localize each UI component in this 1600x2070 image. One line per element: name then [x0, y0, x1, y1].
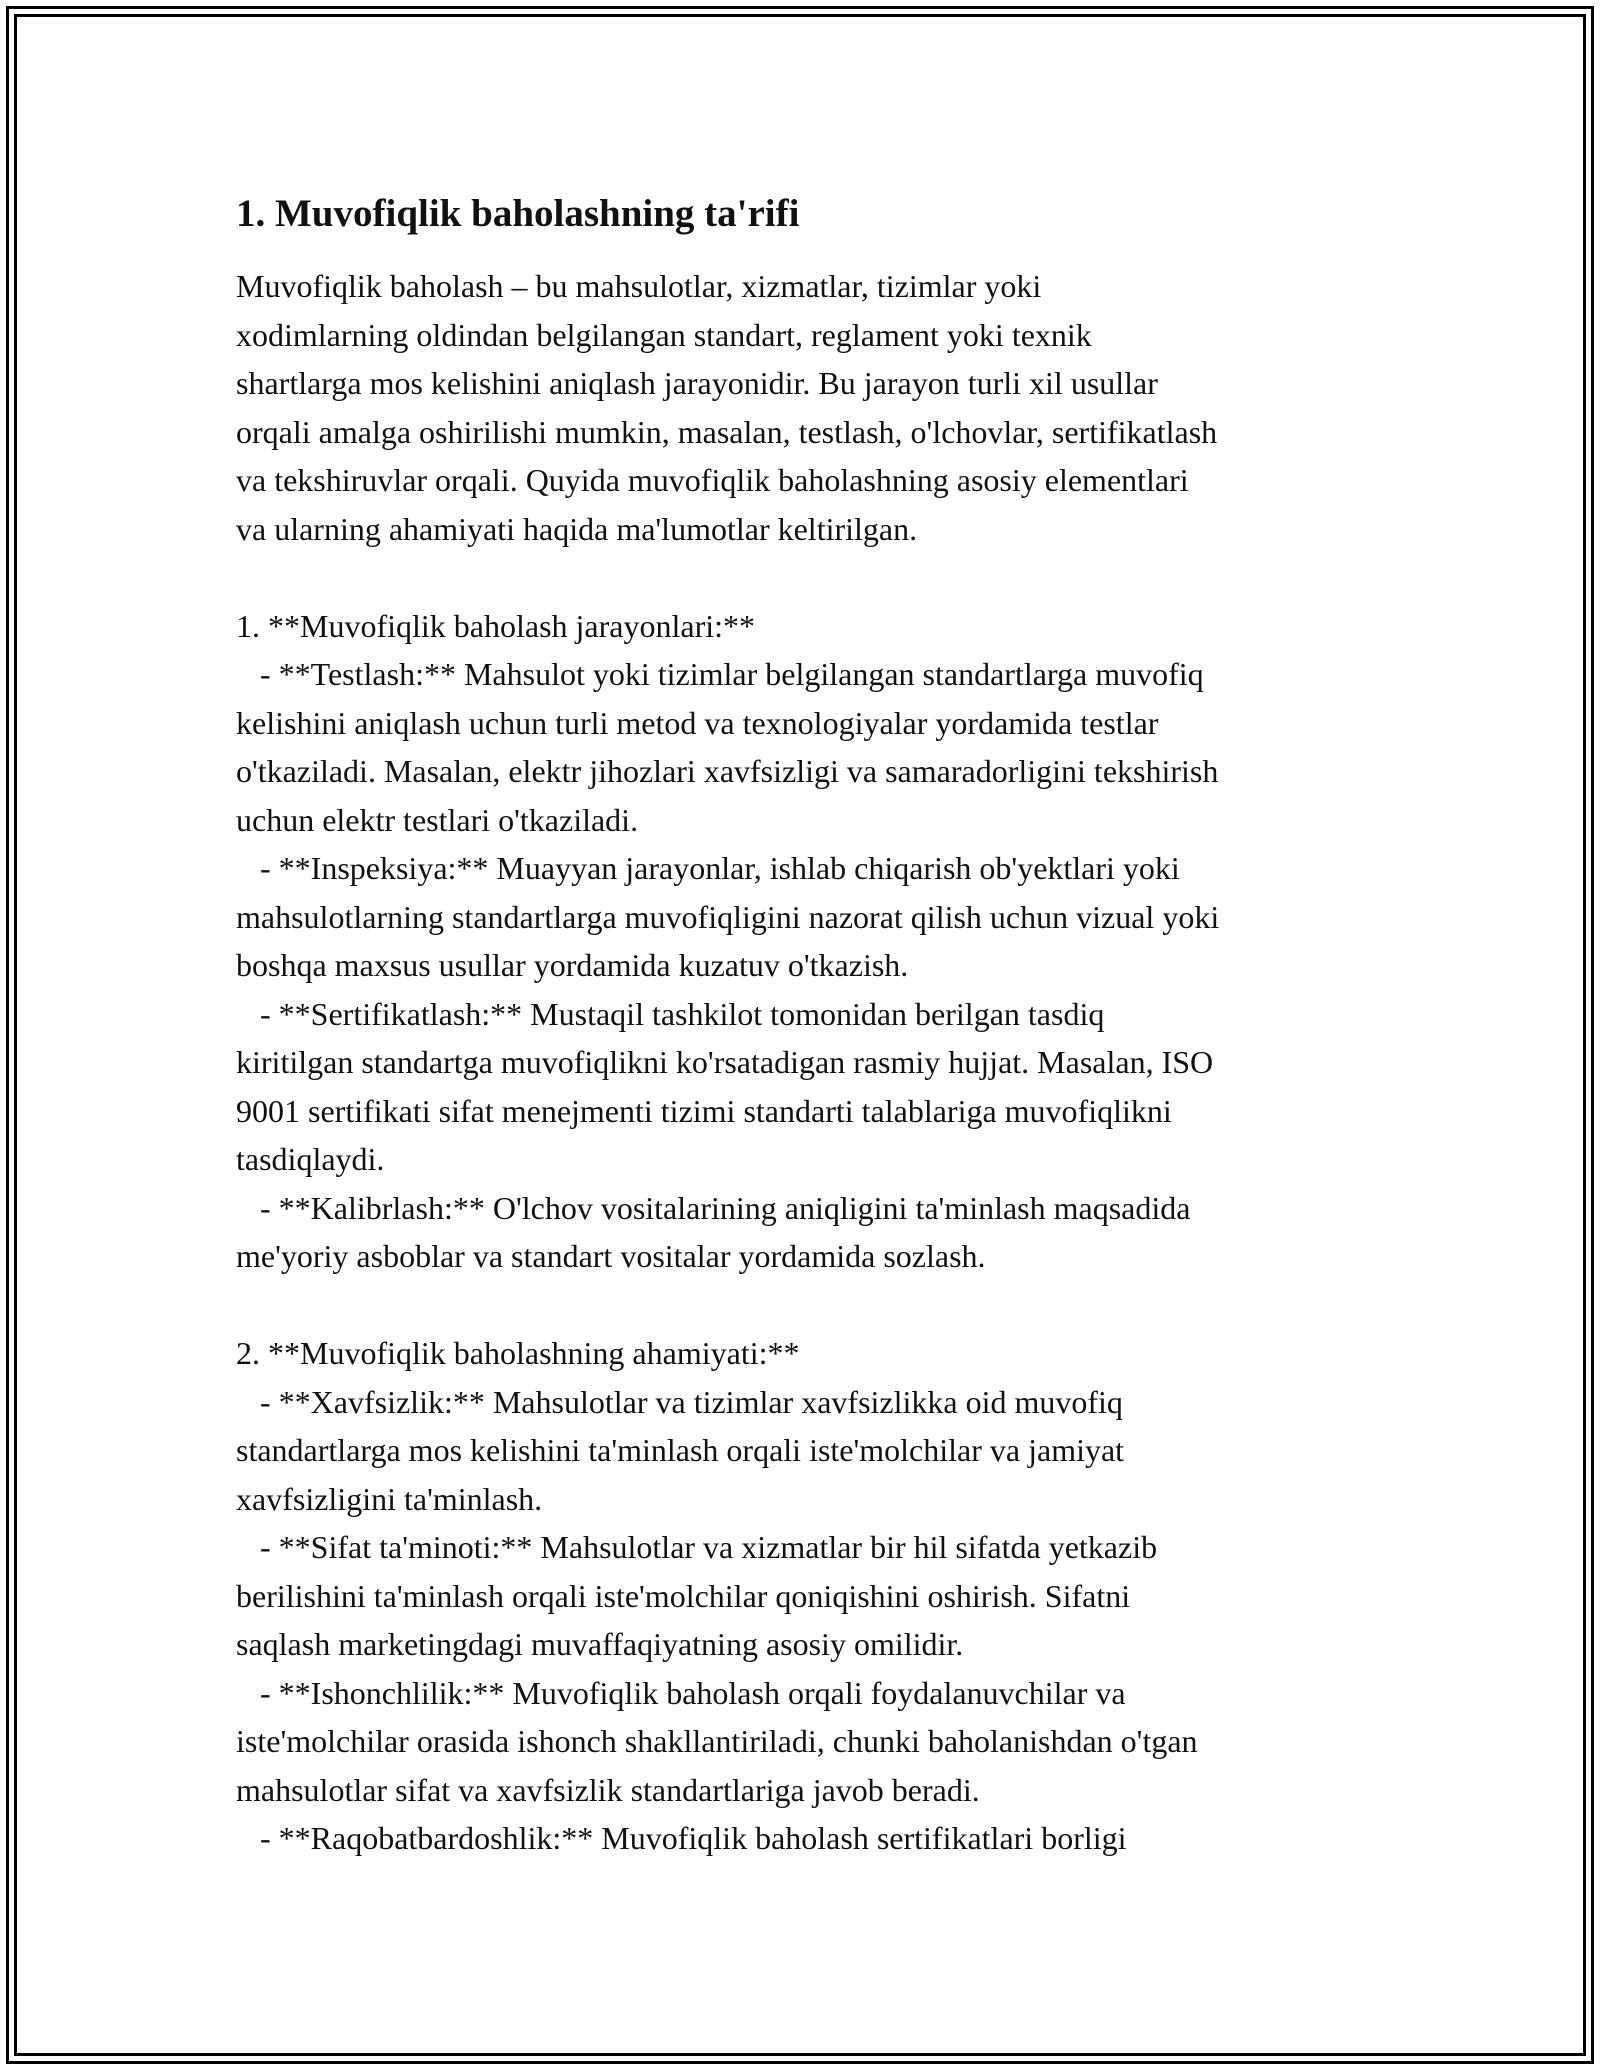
section1-item-kalibrlash: - **Kalibrlash:** O'lchov vositalarining aniqligini ta'minlash maqsadida me'yoriy asboblar va standart vositalar yordamida sozlash.	[236, 1189, 1191, 1274]
section1-item-sertifikatlash: - **Sertifikatlash:** Mustaqil tashkilot tomonidan berilgan tasdiq kiritilgan standartga muvofiqlikni ko'rsatadigan rasmiy hujjat. Masalan, ISO 9001 sertifikati sifat menejmenti tizimi standarti talablariga muvofiqlikni tasdiqlaydi.	[236, 995, 1214, 1177]
blank-line	[236, 1281, 1376, 1330]
document-title: 1. Muvofiqlik baholashning ta'rifi	[236, 192, 800, 235]
section2-item-xavfsizlik: - **Xavfsizlik:** Mahsulotlar va tizimlar xavfsizlikka oid muvofiq standartlarga mos kelishini ta'minlash orqali iste'molchilar va jamiyat xavfsizligini ta'minlash.	[236, 1383, 1125, 1517]
section1-item-testlash: - **Testlash:** Mahsulot yoki tizimlar belgilangan standartlarga muvofiq kelishini aniqlash uchun turli metod va texnologiyalar yordamida testlar o'tkaziladi. Masalan, elektr jihozlari xavfsizligi va samaradorligini tekshirish uchun elektr testlari o'tkaziladi.	[236, 656, 1219, 838]
section2-heading: 2. **Muvofiqlik baholashning ahamiyati:**	[236, 1335, 800, 1371]
blank-line	[236, 553, 1376, 602]
intro-paragraph: Muvofiqlik baholash – bu mahsulotlar, xizmatlar, tizimlar yoki xodimlarning oldindan belgilangan standart, reglament yoki texnik shartlarga mos kelishini aniqlash jarayonidir. Bu jarayon turli xil usullar orqali amalga oshirilishi mumkin, masalan, testlash, o'lchovlar, sertifikatlash va tekshiruvlar orqali. Quyida muvofiqlik baholashning asosiy elementlari va ularning ahamiyati haqida ma'lumotlar keltirilgan.	[236, 268, 1218, 547]
document-body	[236, 186, 1376, 1863]
section1-heading: 1. **Muvofiqlik baholash jarayonlari:**	[236, 607, 756, 644]
section2-item-raqobatbardoshlik: - **Raqobatbardoshlik:** Muvofiqlik baholash sertifikatlari borligi	[236, 1820, 1127, 1856]
section2-item-sifat: - **Sifat ta'minoti:** Mahsulotlar va xizmatlar bir hil sifatda yetkazib berilishini ta'minlash orqali iste'molchilar qoniqishini oshirish. Sifatni saqlash marketingdagi muvaffaqiyatning asosiy omilidir.	[236, 1529, 1158, 1662]
section2-item-ishonchlilik: - **Ishonchlilik:** Muvofiqlik baholash orqali foydalanuvchilar va iste'molchilar orasida ishonch shakllantiriladi, chunki baholanishdan o'tgan mahsulotlar sifat va xavfsizlik standartlariga javob beradi.	[236, 1674, 1198, 1808]
section1-item-inspeksiya: - **Inspeksiya:** Muayyan jarayonlar, ishlab chiqarish ob'yektlari yoki mahsulotlarning standartlarga muvofiqligini nazorat qilish uchun vizual yoki boshqa maxsus usullar yordamida kuzatuv o'tkazish.	[236, 850, 1220, 983]
